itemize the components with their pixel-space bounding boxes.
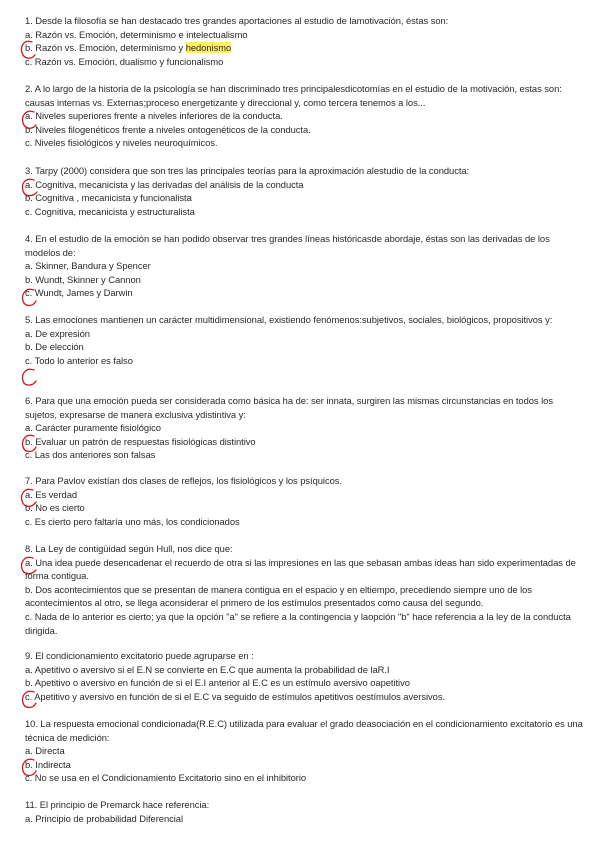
option-b: b. Evaluar un patrón de respuestas fisiológicas distintivo bbox=[25, 435, 256, 447]
option-c: c. Es cierto pero faltaría uno más, los condicionados bbox=[25, 515, 240, 527]
option-text: b. Razón vs. Emoción, determinismo y bbox=[25, 42, 186, 54]
option-b: b. Cognitiva , mecanicista y funcionalista bbox=[25, 192, 192, 204]
option-a: a. Cognitiva, mecanicista y las derivadas del análisis de la conducta bbox=[25, 178, 304, 190]
option-a: a. Razón vs. Emoción, determinismo e intelectualismo bbox=[25, 28, 248, 40]
question-10 bbox=[25, 717, 585, 785]
question-5 bbox=[25, 313, 585, 367]
option-b: b. Apetitivo o aversivo en función de si el E.I anterior al E.C es un estímulo aversivo oapetitivo bbox=[25, 677, 410, 689]
option-a: a. Skinner, Bandura y Spencer bbox=[25, 260, 151, 272]
question-7 bbox=[25, 474, 585, 528]
answer-mark-q5 bbox=[23, 369, 36, 385]
option-b: b. No es cierto bbox=[25, 502, 85, 514]
question-1 bbox=[25, 14, 585, 68]
question-text: 5. Las emociones mantienen un carácter multidimensional, existiendo fenómenos:subjetivos, sociales, biológicos, propositivos y: bbox=[25, 314, 553, 325]
option-b: b. Niveles filogenéticos frente a niveles ontogenéticos de la conducta. bbox=[25, 123, 311, 135]
question-text: 1. Desde la filosofía se han destacado tres grandes aportaciones al estudio de lamotivación, éstas son: bbox=[25, 15, 449, 26]
option-a: a. De expresión bbox=[25, 327, 90, 339]
option-a: a. Carácter puramente fisiológico bbox=[25, 422, 161, 434]
option-a: a. Es verdad bbox=[25, 488, 78, 500]
question-11 bbox=[25, 798, 585, 825]
option-c: c. Las dos anteriores son falsas bbox=[25, 449, 156, 461]
question-6 bbox=[25, 394, 585, 462]
question-text: 3. Tarpy (2000) considera que son tres las principales teorías para la aproximación alestudio de la conducta: bbox=[25, 165, 470, 176]
option-b: b. Indirecta bbox=[25, 758, 71, 770]
question-3 bbox=[25, 164, 585, 218]
option-a: a. Niveles superiores frente a niveles inferiores de la conducta. bbox=[25, 110, 283, 122]
option-a: a. Una idea puede desencadenar el recuerdo de otra si las impresiones en las que sebasan ambas ideas han sido experimentadas de forma contigua. bbox=[25, 556, 576, 582]
question-2 bbox=[25, 82, 585, 150]
option-c: c. Nada de lo anterior es cierto; ya que la opción "a" se refiere a la contingencia y laopción "b" hace referencia a la ley de la conducta dirigida. bbox=[25, 610, 571, 636]
question-8 bbox=[25, 542, 585, 637]
question-text: 4. En el estudio de la emoción se han podido observar tres grandes líneas históricasde abordaje, éstas son las derivadas de los modelos de: bbox=[25, 233, 550, 258]
question-text: 8. La Ley de contigüidad según Hull, nos dice que: bbox=[25, 543, 233, 554]
option-c: c. Niveles fisiológicos y niveles neuroquímicos. bbox=[25, 137, 218, 149]
question-text: 2. A lo largo de la historia de la psicología se han discriminado tres principalesdicotomías en el estudio de la motivación, estas son: causas internas vs. Externas;proceso energetizante y direccional y, como tercera tenemos a los... bbox=[25, 83, 562, 108]
option-c: c. Todo lo anterior es falso bbox=[25, 354, 133, 366]
question-text: 7. Para Pavlov existían dos clases de reflejos, los fisiológicos y los psíquicos. bbox=[25, 475, 342, 486]
option-c: c. Wundt, James y Darwin bbox=[25, 287, 133, 299]
question-text: 10. La respuesta emocional condicionada(R.E.C) utilizada para evaluar el grado deasociación en el condicionamiento excitatorio es una técnica de medición: bbox=[25, 718, 583, 743]
question-text: 11. El principio de Premarck hace referencia: bbox=[25, 799, 210, 810]
question-4 bbox=[25, 232, 585, 300]
option-a: a. Apetitivo o aversivo si el E.N se convierte en E.C que aumenta la probabilidad de laR.I bbox=[25, 663, 390, 675]
option-a: a. Directa bbox=[25, 745, 65, 757]
option-b: b. Wundt, Skinner y Cannon bbox=[25, 273, 141, 285]
option-a: a. Principio de probabilidad Diferencial bbox=[25, 812, 183, 824]
question-text: 6. Para que una emoción pueda ser considerada como básica ha de: ser innata, surgiren las mismas circunstancias en todos los sujetos, expresarse de manera exclusiva ydistintiva y: bbox=[25, 395, 553, 420]
option-c: c. Razón vs. Emoción, dualismo y funcionalismo bbox=[25, 55, 224, 67]
option-b: b. Dos acontecimientos que se presentan de manera contigua en el espacio y en eltiempo, precediendo siempre uno de los acontecimientos al otro, se llega aconsiderar el primero de los estímulos presentados como causa del segundo. bbox=[25, 583, 532, 609]
question-text: 9. El condicionamiento excitatorio puede agruparse en : bbox=[25, 650, 254, 661]
option-c: c. Apetitivo y aversivo en función de si el E.C va seguido de estímulos apetitivos oestímulos aversivos. bbox=[25, 690, 446, 702]
option-b bbox=[25, 41, 585, 55]
option-c: c. Cognitiva, mecanicista y estructuralista bbox=[25, 205, 195, 217]
option-c: c. No se usa en el Condicionamiento Excitatorio sino en el inhibitorio bbox=[25, 772, 307, 784]
option-b: b. De elección bbox=[25, 341, 84, 353]
question-9 bbox=[25, 649, 585, 703]
highlighted-word: hedonismo bbox=[185, 42, 232, 54]
